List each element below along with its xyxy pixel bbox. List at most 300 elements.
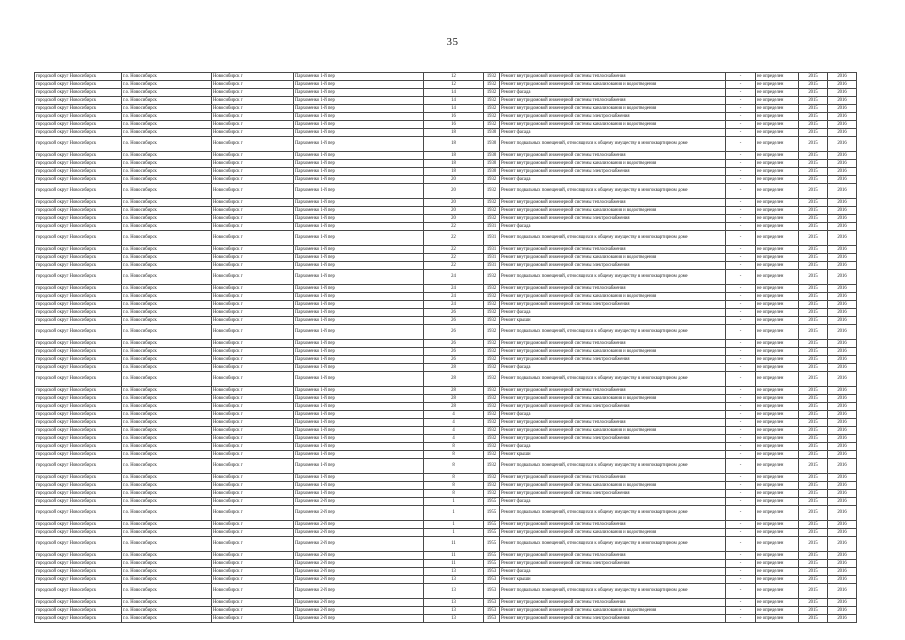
- cell-cost: -: [726, 97, 756, 105]
- cell-city: Новосибирск г: [212, 482, 294, 490]
- cell-street: Пархоменко 1-й пер: [294, 105, 424, 113]
- cell-district: г.о. Новосибирск: [122, 81, 212, 89]
- cell-work-type: Ремонт подвальных помещений, относящихся к общему имуществу в многоквартирном доме: [500, 137, 726, 152]
- cell-city: Новосибирск г: [212, 395, 294, 403]
- cell-house-number: 14: [424, 89, 484, 97]
- cell-year-end: 2016: [828, 207, 857, 215]
- cell-work-type: Ремонт фасада: [500, 443, 726, 451]
- cell-house-number: 12: [424, 81, 484, 89]
- cell-cost: -: [726, 73, 756, 81]
- cell-build-year: 1953: [484, 568, 500, 576]
- cell-work-type: Ремонт внутридомовой инженерной системы канализования и водоотведения: [500, 105, 726, 113]
- cell-district: г.о. Новосибирск: [122, 97, 212, 105]
- cell-city: Новосибирск г: [212, 207, 294, 215]
- cell-cost: -: [726, 113, 756, 121]
- cell-district: г.о. Новосибирск: [122, 215, 212, 223]
- cell-build-year: 1932: [484, 105, 500, 113]
- cell-district: г.о. Новосибирск: [122, 395, 212, 403]
- cell-house-number: 20: [424, 199, 484, 207]
- cell-cost: -: [726, 459, 756, 474]
- table-row: [35, 301, 857, 309]
- cell-status: не определен: [756, 152, 799, 160]
- table-row: [35, 372, 857, 387]
- cell-year-start: 2015: [799, 387, 828, 395]
- cell-year-end: 2016: [828, 309, 857, 317]
- cell-cost: -: [726, 615, 756, 623]
- cell-city: Новосибирск г: [212, 246, 294, 254]
- table-row: [35, 89, 857, 97]
- cell-city: Новосибирск г: [212, 521, 294, 529]
- cell-work-type: Ремонт внутридомовой инженерной системы канализования и водоотведения: [500, 395, 726, 403]
- cell-city: Новосибирск г: [212, 372, 294, 387]
- cell-year-end: 2016: [828, 615, 857, 623]
- cell-status: не определен: [756, 301, 799, 309]
- cell-status: не определен: [756, 325, 799, 340]
- cell-cost: -: [726, 317, 756, 325]
- cell-city: Новосибирск г: [212, 356, 294, 364]
- cell-year-end: 2016: [828, 529, 857, 537]
- table-row: [35, 607, 857, 615]
- cell-house-number: 11: [424, 560, 484, 568]
- cell-build-year: 1932: [484, 403, 500, 411]
- cell-district: г.о. Новосибирск: [122, 270, 212, 285]
- cell-municipality: городской округ Новосибирск: [35, 552, 122, 560]
- cell-house-number: 1: [424, 506, 484, 521]
- cell-build-year: 1932: [484, 356, 500, 364]
- cell-year-end: 2016: [828, 599, 857, 607]
- cell-house-number: 8: [424, 482, 484, 490]
- cell-status: не определен: [756, 285, 799, 293]
- table-row: [35, 474, 857, 482]
- cell-cost: -: [726, 419, 756, 427]
- cell-build-year: 1930: [484, 152, 500, 160]
- cell-status: не определен: [756, 364, 799, 372]
- cell-city: Новосибирск г: [212, 152, 294, 160]
- cell-house-number: 14: [424, 105, 484, 113]
- cell-work-type: Ремонт внутридомовой инженерной системы электроснабжения: [500, 356, 726, 364]
- table-row: [35, 403, 857, 411]
- cell-status: не определен: [756, 443, 799, 451]
- cell-work-type: Ремонт подвальных помещений, относящихся к общему имуществу в многоквартирном доме: [500, 506, 726, 521]
- table-row: [35, 340, 857, 348]
- cell-status: не определен: [756, 482, 799, 490]
- cell-work-type: Ремонт внутридомовой инженерной системы теплоснабжения: [500, 246, 726, 254]
- cell-cost: -: [726, 348, 756, 356]
- cell-street: Пархоменко 1-й пер: [294, 474, 424, 482]
- cell-work-type: Ремонт подвальных помещений, относящихся к общему имуществу в многоквартирном доме: [500, 270, 726, 285]
- cell-district: г.о. Новосибирск: [122, 451, 212, 459]
- cell-municipality: городской округ Новосибирск: [35, 537, 122, 552]
- cell-house-number: 8: [424, 443, 484, 451]
- cell-house-number: 1: [424, 521, 484, 529]
- cell-year-end: 2016: [828, 81, 857, 89]
- table-row: [35, 451, 857, 459]
- cell-cost: -: [726, 364, 756, 372]
- cell-status: не определен: [756, 270, 799, 285]
- cell-municipality: городской округ Новосибирск: [35, 231, 122, 246]
- cell-municipality: городской округ Новосибирск: [35, 97, 122, 105]
- cell-house-number: 24: [424, 270, 484, 285]
- cell-district: г.о. Новосибирск: [122, 293, 212, 301]
- cell-municipality: городской округ Новосибирск: [35, 129, 122, 137]
- table-row: [35, 419, 857, 427]
- cell-cost: -: [726, 254, 756, 262]
- cell-status: не определен: [756, 568, 799, 576]
- table-row: [35, 246, 857, 254]
- cell-year-end: 2016: [828, 552, 857, 560]
- cell-street: Пархоменко 1-й пер: [294, 356, 424, 364]
- cell-city: Новосибирск г: [212, 262, 294, 270]
- cell-year-start: 2015: [799, 113, 828, 121]
- table-row: [35, 309, 857, 317]
- cell-work-type: Ремонт фасада: [500, 498, 726, 506]
- cell-municipality: городской округ Новосибирск: [35, 615, 122, 623]
- cell-cost: -: [726, 387, 756, 395]
- cell-year-end: 2016: [828, 270, 857, 285]
- cell-district: г.о. Новосибирск: [122, 317, 212, 325]
- cell-street: Пархоменко 1-й пер: [294, 176, 424, 184]
- cell-city: Новосибирск г: [212, 403, 294, 411]
- cell-year-end: 2016: [828, 560, 857, 568]
- cell-house-number: 13: [424, 607, 484, 615]
- cell-cost: -: [726, 270, 756, 285]
- table-row: [35, 262, 857, 270]
- cell-municipality: городской округ Новосибирск: [35, 474, 122, 482]
- table-row: [35, 537, 857, 552]
- cell-district: г.о. Новосибирск: [122, 356, 212, 364]
- cell-district: г.о. Новосибирск: [122, 254, 212, 262]
- cell-city: Новосибирск г: [212, 113, 294, 121]
- cell-cost: -: [726, 427, 756, 435]
- cell-district: г.о. Новосибирск: [122, 176, 212, 184]
- cell-street: Пархоменко 2-й пер: [294, 537, 424, 552]
- cell-house-number: 24: [424, 293, 484, 301]
- table-row: [35, 529, 857, 537]
- cell-year-start: 2015: [799, 552, 828, 560]
- cell-cost: -: [726, 262, 756, 270]
- cell-work-type: Ремонт внутридомовой инженерной системы теплоснабжения: [500, 152, 726, 160]
- cell-year-start: 2015: [799, 309, 828, 317]
- cell-municipality: городской округ Новосибирск: [35, 81, 122, 89]
- table-row: [35, 73, 857, 81]
- table-row: [35, 443, 857, 451]
- cell-cost: -: [726, 474, 756, 482]
- cell-status: не определен: [756, 309, 799, 317]
- cell-status: не определен: [756, 615, 799, 623]
- cell-build-year: 1932: [484, 435, 500, 443]
- cell-street: Пархоменко 1-й пер: [294, 285, 424, 293]
- cell-street: Пархоменко 2-й пер: [294, 498, 424, 506]
- cell-municipality: городской округ Новосибирск: [35, 309, 122, 317]
- cell-street: Пархоменко 1-й пер: [294, 215, 424, 223]
- cell-build-year: 1931: [484, 246, 500, 254]
- cell-year-start: 2015: [799, 325, 828, 340]
- cell-street: Пархоменко 1-й пер: [294, 387, 424, 395]
- cell-cost: -: [726, 129, 756, 137]
- cell-street: Пархоменко 1-й пер: [294, 411, 424, 419]
- cell-cost: -: [726, 105, 756, 113]
- cell-year-start: 2015: [799, 599, 828, 607]
- table-row: [35, 113, 857, 121]
- cell-street: Пархоменко 1-й пер: [294, 419, 424, 427]
- cell-house-number: 26: [424, 356, 484, 364]
- cell-house-number: 16: [424, 121, 484, 129]
- cell-status: не определен: [756, 89, 799, 97]
- cell-house-number: 26: [424, 317, 484, 325]
- table-row: [35, 411, 857, 419]
- cell-municipality: городской округ Новосибирск: [35, 576, 122, 584]
- cell-year-start: 2015: [799, 607, 828, 615]
- cell-status: не определен: [756, 521, 799, 529]
- cell-street: Пархоменко 1-й пер: [294, 364, 424, 372]
- cell-district: г.о. Новосибирск: [122, 498, 212, 506]
- cell-municipality: городской округ Новосибирск: [35, 270, 122, 285]
- cell-year-end: 2016: [828, 113, 857, 121]
- cell-build-year: 1932: [484, 395, 500, 403]
- cell-cost: -: [726, 325, 756, 340]
- cell-cost: -: [726, 443, 756, 451]
- cell-year-end: 2016: [828, 584, 857, 599]
- table-row: [35, 207, 857, 215]
- table-row: [35, 129, 857, 137]
- cell-cost: -: [726, 482, 756, 490]
- cell-work-type: Ремонт внутридомовой инженерной системы канализования и водоотведения: [500, 427, 726, 435]
- cell-year-end: 2016: [828, 403, 857, 411]
- table-row: [35, 184, 857, 199]
- table-row: [35, 435, 857, 443]
- cell-district: г.о. Новосибирск: [122, 521, 212, 529]
- cell-year-start: 2015: [799, 459, 828, 474]
- table-row: [35, 584, 857, 599]
- table-row: [35, 348, 857, 356]
- cell-year-end: 2016: [828, 325, 857, 340]
- cell-city: Новосибирск г: [212, 184, 294, 199]
- cell-house-number: 28: [424, 364, 484, 372]
- table-row: [35, 317, 857, 325]
- cell-status: не определен: [756, 81, 799, 89]
- cell-year-start: 2015: [799, 427, 828, 435]
- cell-cost: -: [726, 223, 756, 231]
- table-row: [35, 105, 857, 113]
- cell-year-end: 2016: [828, 317, 857, 325]
- cell-cost: -: [726, 435, 756, 443]
- cell-year-end: 2016: [828, 105, 857, 113]
- cell-build-year: 1932: [484, 184, 500, 199]
- cell-municipality: городской округ Новосибирск: [35, 301, 122, 309]
- table-row: [35, 270, 857, 285]
- cell-year-end: 2016: [828, 506, 857, 521]
- cell-work-type: Ремонт внутридомовой инженерной системы электроснабжения: [500, 560, 726, 568]
- cell-city: Новосибирск г: [212, 459, 294, 474]
- cell-work-type: Ремонт подвальных помещений, относящихся к общему имуществу в многоквартирном доме: [500, 184, 726, 199]
- cell-street: Пархоменко 2-й пер: [294, 560, 424, 568]
- cell-municipality: городской округ Новосибирск: [35, 419, 122, 427]
- cell-status: не определен: [756, 552, 799, 560]
- cell-cost: -: [726, 498, 756, 506]
- cell-year-start: 2015: [799, 340, 828, 348]
- cell-year-end: 2016: [828, 152, 857, 160]
- cell-status: не определен: [756, 490, 799, 498]
- cell-district: г.о. Новосибирск: [122, 560, 212, 568]
- cell-district: г.о. Новосибирск: [122, 435, 212, 443]
- cell-work-type: Ремонт внутридомовой инженерной системы теплоснабжения: [500, 419, 726, 427]
- cell-district: г.о. Новосибирск: [122, 89, 212, 97]
- cell-status: не определен: [756, 105, 799, 113]
- cell-city: Новосибирск г: [212, 89, 294, 97]
- cell-municipality: городской округ Новосибирск: [35, 451, 122, 459]
- cell-cost: -: [726, 231, 756, 246]
- cell-build-year: 1932: [484, 474, 500, 482]
- cell-municipality: городской округ Новосибирск: [35, 348, 122, 356]
- cell-district: г.о. Новосибирск: [122, 607, 212, 615]
- cell-build-year: 1932: [484, 482, 500, 490]
- cell-build-year: 1932: [484, 81, 500, 89]
- cell-year-start: 2015: [799, 137, 828, 152]
- cell-house-number: 11: [424, 537, 484, 552]
- cell-municipality: городской округ Новосибирск: [35, 285, 122, 293]
- cell-municipality: городской округ Новосибирск: [35, 73, 122, 81]
- cell-build-year: 1955: [484, 506, 500, 521]
- cell-build-year: 1953: [484, 615, 500, 623]
- table-row: [35, 364, 857, 372]
- cell-status: не определен: [756, 459, 799, 474]
- cell-municipality: городской округ Новосибирск: [35, 498, 122, 506]
- cell-house-number: 28: [424, 403, 484, 411]
- cell-year-end: 2016: [828, 537, 857, 552]
- cell-year-end: 2016: [828, 121, 857, 129]
- cell-build-year: 1955: [484, 560, 500, 568]
- cell-build-year: 1932: [484, 459, 500, 474]
- cell-year-end: 2016: [828, 340, 857, 348]
- cell-work-type: Ремонт крыши: [500, 451, 726, 459]
- cell-year-start: 2015: [799, 521, 828, 529]
- cell-district: г.о. Новосибирск: [122, 207, 212, 215]
- cell-house-number: 22: [424, 231, 484, 246]
- table-row: [35, 482, 857, 490]
- cell-street: Пархоменко 1-й пер: [294, 435, 424, 443]
- cell-year-start: 2015: [799, 152, 828, 160]
- cell-year-start: 2015: [799, 73, 828, 81]
- cell-build-year: 1931: [484, 223, 500, 231]
- cell-year-start: 2015: [799, 576, 828, 584]
- cell-district: г.о. Новосибирск: [122, 301, 212, 309]
- cell-build-year: 1932: [484, 372, 500, 387]
- cell-house-number: 28: [424, 387, 484, 395]
- cell-street: Пархоменко 1-й пер: [294, 262, 424, 270]
- table-row: [35, 576, 857, 584]
- cell-municipality: городской округ Новосибирск: [35, 529, 122, 537]
- cell-house-number: 1: [424, 498, 484, 506]
- cell-cost: -: [726, 81, 756, 89]
- cell-district: г.о. Новосибирск: [122, 584, 212, 599]
- cell-year-start: 2015: [799, 435, 828, 443]
- cell-house-number: 8: [424, 490, 484, 498]
- cell-district: г.о. Новосибирск: [122, 552, 212, 560]
- cell-city: Новосибирск г: [212, 537, 294, 552]
- cell-cost: -: [726, 451, 756, 459]
- cell-city: Новосибирск г: [212, 607, 294, 615]
- cell-district: г.о. Новосибирск: [122, 529, 212, 537]
- cell-street: Пархоменко 1-й пер: [294, 293, 424, 301]
- cell-district: г.о. Новосибирск: [122, 309, 212, 317]
- cell-year-end: 2016: [828, 387, 857, 395]
- cell-year-start: 2015: [799, 451, 828, 459]
- cell-work-type: Ремонт внутридомовой инженерной системы канализования и водоотведения: [500, 529, 726, 537]
- cell-status: не определен: [756, 184, 799, 199]
- cell-status: не определен: [756, 168, 799, 176]
- cell-municipality: городской округ Новосибирск: [35, 459, 122, 474]
- table-row: [35, 490, 857, 498]
- cell-street: Пархоменко 1-й пер: [294, 451, 424, 459]
- cell-year-end: 2016: [828, 576, 857, 584]
- cell-district: г.о. Новосибирск: [122, 121, 212, 129]
- cell-build-year: 1932: [484, 309, 500, 317]
- cell-municipality: городской округ Новосибирск: [35, 293, 122, 301]
- table-row: [35, 176, 857, 184]
- cell-work-type: Ремонт внутридомовой инженерной системы канализования и водоотведения: [500, 348, 726, 356]
- cell-status: не определен: [756, 121, 799, 129]
- cell-city: Новосибирск г: [212, 568, 294, 576]
- cell-city: Новосибирск г: [212, 293, 294, 301]
- cell-status: не определен: [756, 560, 799, 568]
- cell-year-start: 2015: [799, 584, 828, 599]
- cell-city: Новосибирск г: [212, 348, 294, 356]
- cell-status: не определен: [756, 529, 799, 537]
- cell-municipality: городской округ Новосибирск: [35, 137, 122, 152]
- cell-house-number: 13: [424, 576, 484, 584]
- cell-street: Пархоменко 2-й пер: [294, 529, 424, 537]
- cell-cost: -: [726, 521, 756, 529]
- cell-municipality: городской округ Новосибирск: [35, 254, 122, 262]
- cell-municipality: городской округ Новосибирск: [35, 364, 122, 372]
- cell-cost: -: [726, 537, 756, 552]
- cell-year-end: 2016: [828, 176, 857, 184]
- cell-work-type: Ремонт крыши: [500, 576, 726, 584]
- cell-work-type: Ремонт внутридомовой инженерной системы электроснабжения: [500, 615, 726, 623]
- cell-street: Пархоменко 1-й пер: [294, 395, 424, 403]
- cell-build-year: 1932: [484, 207, 500, 215]
- cell-status: не определен: [756, 293, 799, 301]
- cell-cost: -: [726, 552, 756, 560]
- cell-city: Новосибирск г: [212, 129, 294, 137]
- cell-street: Пархоменко 1-й пер: [294, 340, 424, 348]
- cell-city: Новосибирск г: [212, 160, 294, 168]
- cell-work-type: Ремонт внутридомовой инженерной системы теплоснабжения: [500, 387, 726, 395]
- cell-city: Новосибирск г: [212, 301, 294, 309]
- cell-municipality: городской округ Новосибирск: [35, 395, 122, 403]
- cell-district: г.о. Новосибирск: [122, 129, 212, 137]
- cell-work-type: Ремонт подвальных помещений, относящихся к общему имуществу в многоквартирном доме: [500, 537, 726, 552]
- cell-house-number: 20: [424, 207, 484, 215]
- table-row: [35, 199, 857, 207]
- cell-municipality: городской округ Новосибирск: [35, 387, 122, 395]
- cell-build-year: 1953: [484, 599, 500, 607]
- cell-street: Пархоменко 1-й пер: [294, 309, 424, 317]
- cell-work-type: Ремонт фасада: [500, 309, 726, 317]
- cell-build-year: 1955: [484, 537, 500, 552]
- cell-build-year: 1932: [484, 285, 500, 293]
- cell-cost: -: [726, 529, 756, 537]
- cell-work-type: Ремонт внутридомовой инженерной системы электроснабжения: [500, 490, 726, 498]
- cell-work-type: Ремонт внутридомовой инженерной системы теплоснабжения: [500, 97, 726, 105]
- cell-district: г.о. Новосибирск: [122, 137, 212, 152]
- cell-district: г.о. Новосибирск: [122, 231, 212, 246]
- cell-work-type: Ремонт внутридомовой инженерной системы теплоснабжения: [500, 521, 726, 529]
- table-body: [35, 73, 857, 623]
- cell-work-type: Ремонт подвальных помещений, относящихся к общему имуществу в многоквартирном доме: [500, 231, 726, 246]
- cell-cost: -: [726, 309, 756, 317]
- table-row: [35, 285, 857, 293]
